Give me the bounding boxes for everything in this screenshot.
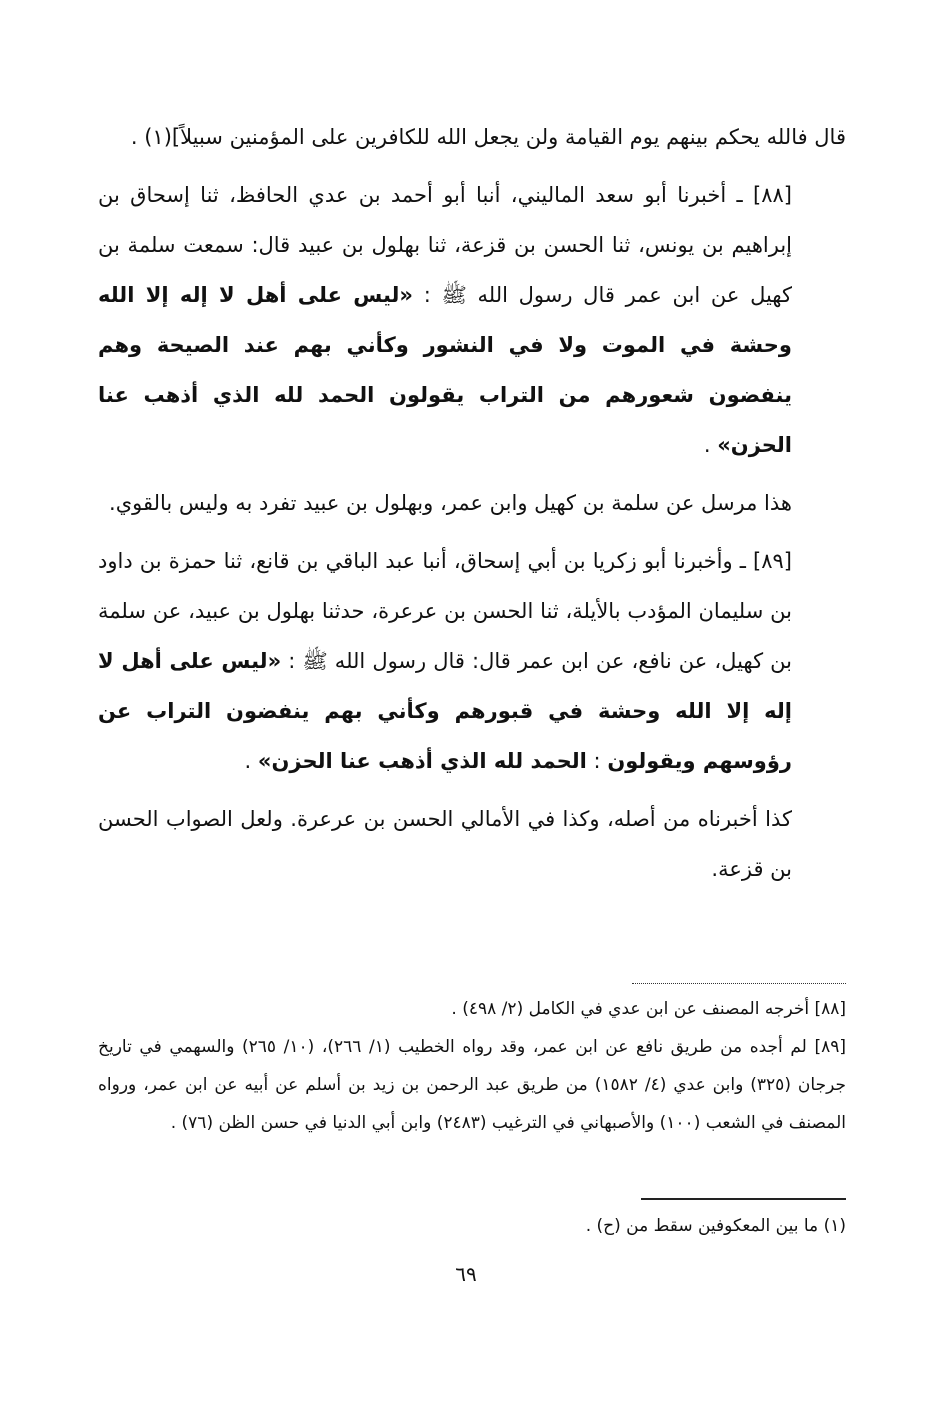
note-89: [٨٩] لم أجده من طريق نافع عن ابن عمر، وقد رواه الخطيب (١/ ٢٦٦)، (١٠/ ٢٦٥) والسهمي في تاريخ جرجان (٣٢٥) وابن عدي (٤/ ١٥٨٢) من طريق عبد الرحمن بن زيد بن أسلم عن أبيه عن ابن عمر، ورواه المصنف في الشعب (١٠٠) والأصبهاني في الترغيب (٢٤٨٣) وابن أبي الدنيا في حسن الظن (٧٦) . — [98, 1037, 846, 1133]
hadith-89-colon: : — [586, 749, 608, 773]
page-number: ٦٩ — [455, 1262, 477, 1286]
notes-divider — [632, 983, 846, 984]
takhrij-notes — [98, 990, 846, 1142]
hadith-89-isnad: [٨٩] ـ وأخبرنا أبو زكريا بن أبي إسحاق، أنبا عبد الباقي بن قانع، ثنا حمزة بن داود بن سليمان المؤدب بالأيلة، ثنا الحسن بن عرعرة، حدثنا بهلول بن عبيد، عن سلمة بن كهيل، عن نافع، عن ابن عمر قال: قال رسول الله ﷺ : — [98, 549, 792, 673]
hadith-89-end: . — [244, 749, 258, 773]
hadith-88-matn: «ليس على أهل لا إله إلا الله وحشة في الموت ولا في النشور وكأني بهم عند الصيحة وهم ينفضون شعورهم من التراب يقولون الحمد لله الذي أذهب عنا الحزن» — [98, 283, 792, 457]
note-88: [٨٨] أخرجه المصنف عن ابن عدي في الكامل (٢/ ٤٩٨) . — [451, 999, 846, 1019]
hadith-88-isnad: [٨٨] ـ أخبرنا أبو سعد الماليني، أنبا أبو أحمد بن عدي الحافظ، ثنا إسحاق بن إبراهيم بن يونس، ثنا الحسن بن قزعة، ثنا بهلول بن عبيد قال: سمعت سلمة بن كهيل عن ابن عمر قال رسول الله ﷺ : — [98, 183, 792, 307]
commentary-88 — [98, 478, 846, 528]
hadith-88 — [98, 170, 846, 470]
commentary-88-text: هذا مرسل عن سلمة بن كهيل وابن عمر، وبهلول بن عبيد تفرد به وليس بالقوي. — [109, 491, 792, 515]
commentary-89 — [98, 794, 846, 894]
hadith-89-matn-end: الحمد لله الذي أذهب عنا الحزن» — [257, 749, 587, 773]
paragraph-verse-ending — [98, 112, 846, 162]
verse-ending-text: قال فالله يحكم بينهم يوم القيامة ولن يجعل الله للكافرين على المؤمنين سبيلاً](١) . — [130, 125, 846, 149]
footnote-divider — [641, 1198, 846, 1200]
main-text — [98, 112, 846, 894]
hadith-89-matn: «ليس على أهل لا إله إلا الله وحشة في قبورهم وكأني بهم ينفضون التراب عن رؤوسهم ويقولون — [98, 649, 792, 773]
commentary-89-text: كذا أخبرناه من أصله، وكذا في الأمالي الحسن بن عرعرة. ولعل الصواب الحسن بن قزعة. — [98, 807, 792, 881]
hadith-88-end: . — [703, 433, 718, 457]
footnote: (١) ما بين المعكوفين سقط من (ح) . — [585, 1216, 846, 1236]
hadith-89 — [98, 536, 846, 786]
